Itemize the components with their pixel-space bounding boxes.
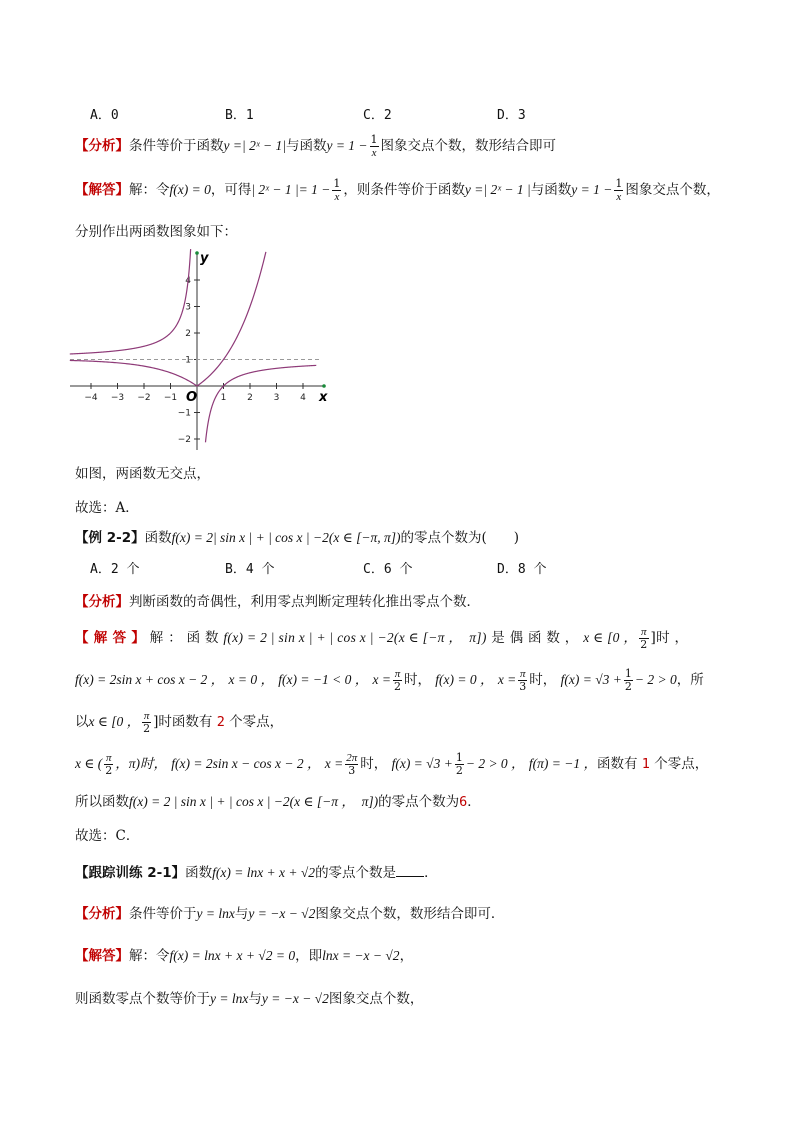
y-axis-label: y <box>200 251 209 266</box>
y-tick-label: −1 <box>177 408 191 419</box>
solution-2-line-1: 【 解 答 】 解 ： 函 数 f(x) = 2 | sin x | + | cos x | −2(x ∈ [−π ， π]) 是 偶 函 数 ， x ∈ [0 ， $\frac{\pi}{2}$ ]时 ， <box>75 626 689 651</box>
conclusion-1: 如图，两函数无交点， <box>75 466 210 482</box>
y-tick-label: 2 <box>185 329 191 339</box>
analysis-3: 【分析】条件等价于y = lnx与y = −x − √2图象交点个数，数形结合即可． <box>75 906 505 922</box>
training-2-1: 【跟踪训练 2-1】函数f(x) = lnx + x + √2的零点个数是 ． <box>75 865 438 881</box>
solution-1-line-2: 分别作出两函数图象如下： <box>75 224 237 240</box>
x-tick-label: 1 <box>220 393 227 403</box>
x-tick-label: 4 <box>300 393 306 403</box>
solution-2-line-5: 所以函数f(x) = 2 | sin x | + | cos x | −2(x ∈ [−π ， π])的零点个数为6． <box>75 794 481 810</box>
y-tick-label: −2 <box>177 435 191 445</box>
x-tick-label: 3 <box>273 393 280 403</box>
choice-1: 故选：A． <box>75 500 139 516</box>
curve-reciprocal-right <box>205 365 316 442</box>
solution-2-line-4: x ∈ ( $\frac{\pi}{2}$ ，π)时， f(x) = 2sin x − cos x − 2 ， x = $\frac{2\pi}{3}$ 时， f(x) = √3 + $\frac{1}{2}$ − 2 > 0 ， f(π) = −1 ，函数有 1 个零点， <box>75 751 709 777</box>
function-graph <box>68 246 332 452</box>
x-tick-label: −3 <box>110 393 125 403</box>
x-tick-label: −1 <box>163 393 178 403</box>
choice-2: 故选：C． <box>75 828 140 844</box>
option-b-2: B．4 个 <box>225 562 275 577</box>
option-c-2: C．6 个 <box>363 562 413 577</box>
x-tick-label: −4 <box>84 393 98 403</box>
x-tick-label: −2 <box>137 393 151 403</box>
option-a: A．0 <box>90 108 119 123</box>
origin-label: O <box>186 390 198 405</box>
option-c: C．2 <box>363 108 392 123</box>
tick-labels <box>84 276 306 445</box>
option-d: D．3 <box>497 108 526 123</box>
y-tick-label: 3 <box>185 302 191 313</box>
solution-3-line-2: 则函数零点个数等价于y = lnx与y = −x − √2图象交点个数， <box>75 991 424 1007</box>
curves <box>70 249 320 442</box>
analysis-1: 【分析】条件等价于函数y =| 2ˣ − 1|与函数y = 1 − $\frac{1}{x}$ 图象交点个数，数形结合即可 <box>75 133 557 159</box>
y-axis-end-dot <box>195 251 199 255</box>
solution-2-line-2: f(x) = 2sin x + cos x − 2 ， x = 0 ， f(x) = −1 < 0 ， x = $\frac{\pi}{2}$ 时， f(x) = 0 ， x = $\frac{\pi}{3}$ 时， f(x) = √3 + $\frac{1}{2}$ − 2 > 0，所 <box>75 667 704 693</box>
answer-blank <box>396 864 424 877</box>
curve-reciprocal-left <box>70 249 191 354</box>
y-tick-label: 4 <box>185 276 191 286</box>
option-b: B．1 <box>225 108 254 123</box>
curve-abs-2x-minus-1 <box>70 252 266 386</box>
x-axis-end-dot <box>322 384 326 388</box>
solution-3: 【解答】解：令f(x) = lnx + x + √2 = 0，即lnx = −x − √2， <box>75 948 414 964</box>
analysis-2: 【分析】判断函数的奇偶性，利用零点判断定理转化推出零点个数． <box>75 594 480 610</box>
solution-2-line-3: 以x ∈ [0 ， $\frac{\pi}{2}$ ]时函数有 2 个零点， <box>75 710 284 735</box>
x-tick-label: 2 <box>247 393 253 403</box>
fraction: $\frac{1}{x}$ <box>370 133 378 159</box>
option-d-2: D．8 个 <box>497 562 547 577</box>
option-a-2: A．2 个 <box>90 562 140 577</box>
solution-1: 【解答】解：令f(x) = 0，可得| 2ˣ − 1 |= 1 − $\frac{1}{x}$ ，则条件等价于函数y =| 2ˣ − 1 |与函数y = 1 − $\frac{1}{x}$ 图象交点个数， <box>75 177 720 203</box>
example-2-2: 【例 2-2】函数f(x) = 2| sin x | + | cos x | −2(x ∈ [−π, π])的零点个数为( ) <box>75 530 520 546</box>
x-axis-label: x <box>319 390 328 405</box>
y-tick-label: 1 <box>185 355 191 366</box>
axes <box>70 251 326 450</box>
